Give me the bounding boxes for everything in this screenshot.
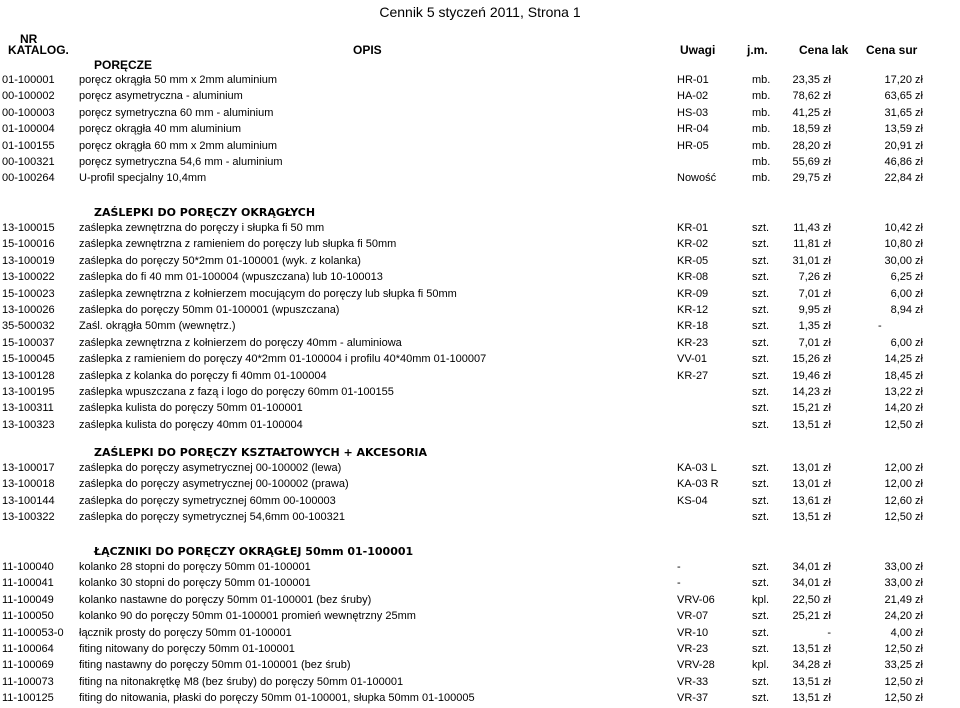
remarks: VR-10: [677, 626, 709, 639]
price-raw: 46,86 zł: [884, 156, 923, 168]
unit: szt.: [752, 402, 770, 415]
description: zaślepka zewnętrzna z kołnierzem do poręczy 40mm - aluminiowa: [79, 336, 402, 349]
unit: szt.: [752, 478, 770, 491]
catalog-number: 11-100050: [2, 610, 54, 623]
table-row: [0, 238, 960, 254]
unit: szt.: [752, 462, 770, 474]
description: zaślepka z ramieniem do poręczy 40*2mm 01-100004 i profilu 40*40mm 01-100007: [79, 353, 487, 366]
table-row: [0, 462, 960, 478]
header-uwagi: Uwagi: [680, 43, 716, 57]
table-row: [0, 594, 960, 610]
price-lacquered: 13,51 zł: [792, 511, 831, 524]
description: zaślepka kulista do poręczy 50mm 01-100001: [79, 402, 303, 415]
header-nr: NR: [20, 32, 38, 46]
description: U-profil specjalny 10,4mm: [79, 172, 207, 185]
section-title: ZAŚLEPKI DO PORĘCZY KSZTAŁTOWYCH + AKCESORIA: [94, 446, 428, 459]
unit: szt.: [752, 353, 770, 366]
description: poręcz okrągła 50 mm x 2mm aluminium: [79, 74, 278, 86]
remarks: HR-05: [677, 139, 709, 152]
price-raw: 12,50 zł: [884, 692, 923, 705]
unit: kpl.: [752, 593, 770, 606]
remarks: VR-33: [677, 675, 709, 688]
price-raw: 33,00 zł: [884, 561, 923, 573]
catalog-number: 15-100016: [2, 238, 55, 251]
price-raw: 4,00 zł: [890, 626, 923, 639]
price-lacquered: 1,35 zł: [798, 320, 831, 333]
header-katalog: KATALOG.: [8, 43, 69, 57]
price-lacquered: 7,26 zł: [798, 271, 831, 284]
table-row: [0, 561, 960, 577]
unit: szt.: [752, 369, 770, 382]
catalog-number: 13-100128: [2, 369, 55, 382]
description: kolanko nastawne do poręczy 50mm 01-100001 (bez śruby): [79, 593, 372, 606]
unit: szt.: [752, 336, 770, 349]
description: zaślepka do poręczy symetrycznej 60mm 00-100003: [79, 494, 336, 507]
price-lacquered: 22,50 zł: [792, 593, 831, 606]
price-lacquered: 13,61 zł: [792, 494, 831, 507]
unit: mb.: [752, 123, 771, 136]
table-row: [0, 288, 960, 304]
unit: szt.: [752, 494, 770, 507]
catalog-number: 01-100004: [2, 123, 55, 136]
table-row: [0, 74, 960, 90]
catalog-number: 13-100017: [2, 462, 55, 474]
table-row: [0, 643, 960, 659]
description: poręcz symetryczna 54,6 mm - aluminium: [79, 156, 283, 168]
catalog-number: 11-100069: [2, 659, 54, 672]
description: zaślepka zewnętrzna do poręczy i słupka fi 50 mm: [79, 222, 325, 234]
price-raw: 13,22 zł: [884, 386, 923, 398]
remarks: Nowość: [677, 172, 717, 185]
price-raw: 6,00 zł: [890, 336, 923, 349]
price-raw: 24,20 zł: [884, 610, 923, 623]
price-lacquered: 14,23 zł: [792, 386, 831, 398]
table-row: [0, 140, 960, 156]
table-row: [0, 692, 960, 708]
catalog-number: 00-100002: [2, 90, 55, 103]
catalog-number: 13-100311: [2, 402, 54, 415]
price-lacquered: 13,51 zł: [792, 418, 831, 431]
price-lacquered: 13,51 zł: [792, 675, 831, 688]
unit: kpl.: [752, 659, 770, 672]
description: Zaśl. okrągła 50mm (wewnętrz.): [79, 320, 236, 333]
table-row: [0, 337, 960, 353]
unit: mb.: [752, 156, 771, 168]
catalog-number: 15-100045: [2, 353, 55, 366]
header-cena-sur: Cena sur: [866, 43, 918, 57]
price-lacquered: 34,01 zł: [792, 561, 831, 573]
price-lacquered: 31,01 zł: [792, 254, 831, 267]
description: zaślepka kulista do poręczy 40mm 01-100004: [79, 418, 303, 431]
remarks: -: [677, 577, 681, 590]
remarks: KR-09: [677, 287, 709, 300]
description: poręcz okrągła 40 mm aluminium: [79, 123, 242, 136]
unit: szt.: [752, 511, 770, 524]
price-raw: 18,45 zł: [884, 369, 923, 382]
description: zaślepka wpuszczana z fazą i logo do poręczy 60mm 01-100155: [79, 386, 394, 398]
catalog-number: 15-100023: [2, 287, 55, 300]
table-row: [0, 271, 960, 287]
description: poręcz okrągła 60 mm x 2mm aluminium: [79, 139, 278, 152]
table-row: [0, 107, 960, 123]
catalog-number: 11-100040: [2, 561, 54, 573]
remarks: VRV-28: [677, 659, 715, 672]
price-raw: -: [878, 320, 882, 333]
unit: szt.: [752, 254, 770, 267]
price-raw: 12,50 zł: [884, 643, 923, 655]
unit: szt.: [752, 643, 770, 655]
description: fiting nastawny do poręczy 50mm 01-100001 (bez śrub): [79, 659, 351, 672]
description: zaślepka do poręczy 50mm 01-100001 (wpuszczana): [79, 304, 340, 316]
price-raw: 30,00 zł: [884, 254, 923, 267]
table-row: [0, 511, 960, 527]
unit: szt.: [752, 561, 770, 573]
unit: szt.: [752, 271, 770, 284]
price-lacquered: 13,01 zł: [792, 478, 831, 491]
price-raw: 17,20 zł: [884, 74, 923, 86]
unit: szt.: [752, 692, 770, 705]
table-row: [0, 495, 960, 511]
table-row: [0, 370, 960, 386]
unit: mb.: [752, 90, 771, 103]
description: kolanko 90 do poręczy 50mm 01-100001 promień wewnętrzny 25mm: [79, 610, 416, 623]
price-lacquered: 25,21 zł: [792, 610, 831, 623]
table-row: [0, 386, 960, 402]
price-lacquered: 11,81 zł: [793, 238, 831, 251]
price-raw: 10,42 zł: [884, 222, 923, 234]
price-raw: 12,60 zł: [884, 494, 923, 507]
description: zaślepka do fi 40 mm 01-100004 (wpuszczana) lub 10-100013: [79, 271, 383, 284]
description: zaślepka do poręczy asymetrycznej 00-100002 (lewa): [79, 462, 342, 474]
catalog-number: 11-100049: [2, 593, 54, 606]
remarks: KA-03 L: [677, 462, 717, 474]
catalog-number: 13-100026: [2, 304, 55, 316]
table-row: [0, 419, 960, 435]
unit: mb.: [752, 106, 771, 119]
description: fiting do nitowania, płaski do poręczy 50mm 01-100001, słupka 50mm 01-100005: [79, 692, 475, 705]
remarks: VR-23: [677, 643, 709, 655]
price-lacquered: 15,26 zł: [792, 353, 831, 366]
description: poręcz asymetryczna - aluminium: [79, 90, 243, 103]
price-raw: 14,20 zł: [884, 402, 923, 415]
table-row: [0, 659, 960, 675]
description: fiting nitowany do poręczy 50mm 01-100001: [79, 643, 295, 655]
table-row: [0, 676, 960, 692]
remarks: KR-01: [677, 222, 709, 234]
table-row: [0, 304, 960, 320]
table-row: [0, 577, 960, 593]
description: kolanko 30 stopni do poręczy 50mm 01-100001: [79, 577, 311, 590]
catalog-number: 13-100323: [2, 418, 55, 431]
price-raw: 63,65 zł: [884, 90, 923, 103]
price-lacquered: 29,75 zł: [792, 172, 831, 185]
table-row: [0, 172, 960, 188]
price-lacquered: -: [827, 626, 831, 639]
description: zaślepka do poręczy 50*2mm 01-100001 (wyk. z kolanka): [79, 254, 361, 267]
section-title: ZAŚLEPKI DO PORĘCZY OKRĄGŁYCH: [94, 206, 316, 219]
price-raw: 10,80 zł: [884, 238, 923, 251]
price-raw: 12,00 zł: [884, 462, 923, 474]
description: fiting na nitonakrętkę M8 (bez śruby) do poręczy 50mm 01-100001: [79, 675, 404, 688]
catalog-number: 13-100322: [2, 511, 55, 524]
table-row: [0, 90, 960, 106]
description: kolanko 28 stopni do poręczy 50mm 01-100001: [79, 561, 311, 573]
description: łącznik prosty do poręczy 50mm 01-100001: [79, 626, 292, 639]
page-title: Cennik 5 styczeń 2011, Strona 1: [379, 4, 581, 20]
price-lacquered: 34,28 zł: [792, 659, 831, 672]
remarks: KR-23: [677, 336, 709, 349]
remarks: KR-05: [677, 254, 709, 267]
price-lacquered: 15,21 zł: [792, 402, 831, 415]
table-row: [0, 610, 960, 626]
unit: szt.: [752, 610, 770, 623]
price-lacquered: 13,01 zł: [792, 462, 831, 474]
header-cena-lak: Cena lak: [799, 43, 849, 57]
price-lacquered: 41,25 zł: [792, 106, 831, 119]
unit: mb.: [752, 172, 771, 185]
remarks: KR-12: [677, 304, 709, 316]
catalog-number: 11-100041: [2, 577, 54, 590]
unit: szt.: [752, 320, 770, 333]
unit: szt.: [752, 238, 770, 251]
price-lacquered: 55,69 zł: [792, 156, 831, 168]
header-jm: j.m.: [747, 43, 768, 57]
price-raw: 33,25 zł: [884, 659, 923, 672]
price-raw: 21,49 zł: [884, 593, 923, 606]
price-raw: 13,59 zł: [884, 123, 923, 136]
catalog-number: 11-100125: [2, 692, 54, 705]
price-raw: 14,25 zł: [884, 353, 923, 366]
catalog-number: 35-500032: [2, 320, 55, 333]
remarks: KR-08: [677, 271, 709, 284]
remarks: VV-01: [677, 353, 707, 366]
unit: szt.: [752, 222, 770, 234]
catalog-number: 11-100053-0: [2, 626, 64, 639]
price-lacquered: 23,35 zł: [792, 74, 831, 86]
catalog-number: 13-100015: [2, 222, 55, 234]
unit: szt.: [752, 626, 770, 639]
unit: szt.: [752, 418, 770, 431]
catalog-number: 00-100264: [2, 172, 55, 185]
catalog-number: 13-100018: [2, 478, 55, 491]
header-opis: OPIS: [353, 43, 382, 57]
price-lacquered: 19,46 zł: [792, 369, 831, 382]
description: zaślepka do poręczy symetrycznej 54,6mm 00-100321: [79, 511, 345, 524]
unit: mb.: [752, 74, 771, 86]
price-raw: 33,00 zł: [884, 577, 923, 590]
catalog-number: 00-100003: [2, 106, 55, 119]
table-row: [0, 222, 960, 238]
remarks: HR-01: [677, 74, 709, 86]
price-lacquered: 9,95 zł: [798, 304, 831, 316]
remarks: KR-27: [677, 369, 709, 382]
price-lacquered: 7,01 zł: [798, 336, 831, 349]
section-title: ŁĄCZNIKI DO PORĘCZY OKRĄGŁEJ 50mm 01-100001: [94, 545, 414, 558]
table-row: [0, 353, 960, 369]
remarks: KR-18: [677, 320, 709, 333]
price-raw: 8,94 zł: [890, 304, 923, 316]
catalog-number: 01-100001: [2, 74, 55, 86]
unit: szt.: [752, 287, 770, 300]
catalog-number: 15-100037: [2, 336, 55, 349]
description: zaślepka zewnętrzna z ramieniem do poręczy lub słupka fi 50mm: [79, 238, 397, 251]
catalog-number: 11-100064: [2, 643, 54, 655]
price-lacquered: 28,20 zł: [792, 139, 831, 152]
description: zaślepka z kolanka do poręczy fi 40mm 01-100004: [79, 369, 327, 382]
price-lacquered: 11,43 zł: [793, 222, 831, 234]
table-row: [0, 156, 960, 172]
catalog-number: 13-100019: [2, 254, 55, 267]
remarks: KS-04: [677, 494, 708, 507]
price-lacquered: 78,62 zł: [792, 90, 831, 103]
table-row: [0, 123, 960, 139]
description: zaślepka do poręczy asymetrycznej 00-100002 (prawa): [79, 478, 349, 491]
remarks: -: [677, 561, 681, 573]
catalog-number: 13-100022: [2, 271, 55, 284]
price-raw: 12,50 zł: [884, 511, 923, 524]
price-lacquered: 13,51 zł: [792, 692, 831, 705]
unit: szt.: [752, 675, 770, 688]
table-row: [0, 255, 960, 271]
price-raw: 12,00 zł: [884, 478, 923, 491]
price-raw: 22,84 zł: [884, 172, 923, 185]
unit: szt.: [752, 386, 770, 398]
remarks: HR-04: [677, 123, 709, 136]
section-title: PORĘCZE: [94, 58, 153, 72]
remarks: VR-07: [677, 610, 709, 623]
price-raw: 20,91 zł: [884, 139, 923, 152]
price-lacquered: 7,01 zł: [798, 287, 831, 300]
unit: szt.: [752, 577, 770, 590]
catalog-number: 11-100073: [2, 675, 54, 688]
price-raw: 12,50 zł: [884, 418, 923, 431]
remarks: VR-37: [677, 692, 709, 705]
price-raw: 6,00 zł: [890, 287, 923, 300]
catalog-number: 13-100144: [2, 494, 55, 507]
price-lacquered: 18,59 zł: [792, 123, 831, 136]
price-lacquered: 34,01 zł: [792, 577, 831, 590]
catalog-number: 01-100155: [2, 139, 55, 152]
price-raw: 31,65 zł: [884, 106, 923, 119]
remarks: VRV-06: [677, 593, 715, 606]
description: poręcz symetryczna 60 mm - aluminium: [79, 106, 274, 119]
unit: szt.: [752, 304, 770, 316]
remarks: HA-02: [677, 90, 709, 103]
unit: mb.: [752, 139, 771, 152]
remarks: KR-02: [677, 238, 709, 251]
description: zaślepka zewnętrzna z kołnierzem mocującym do poręczy lub słupka fi 50mm: [79, 287, 457, 300]
table-row: [0, 402, 960, 418]
table-row: [0, 320, 960, 336]
table-row: [0, 627, 960, 643]
price-raw: 12,50 zł: [884, 675, 923, 688]
catalog-number: 00-100321: [2, 156, 55, 168]
price-raw: 6,25 zł: [890, 271, 923, 284]
remarks: HS-03: [677, 106, 709, 119]
table-row: [0, 478, 960, 494]
remarks: KA-03 R: [677, 478, 719, 491]
catalog-number: 13-100195: [2, 386, 55, 398]
price-lacquered: 13,51 zł: [792, 643, 831, 655]
